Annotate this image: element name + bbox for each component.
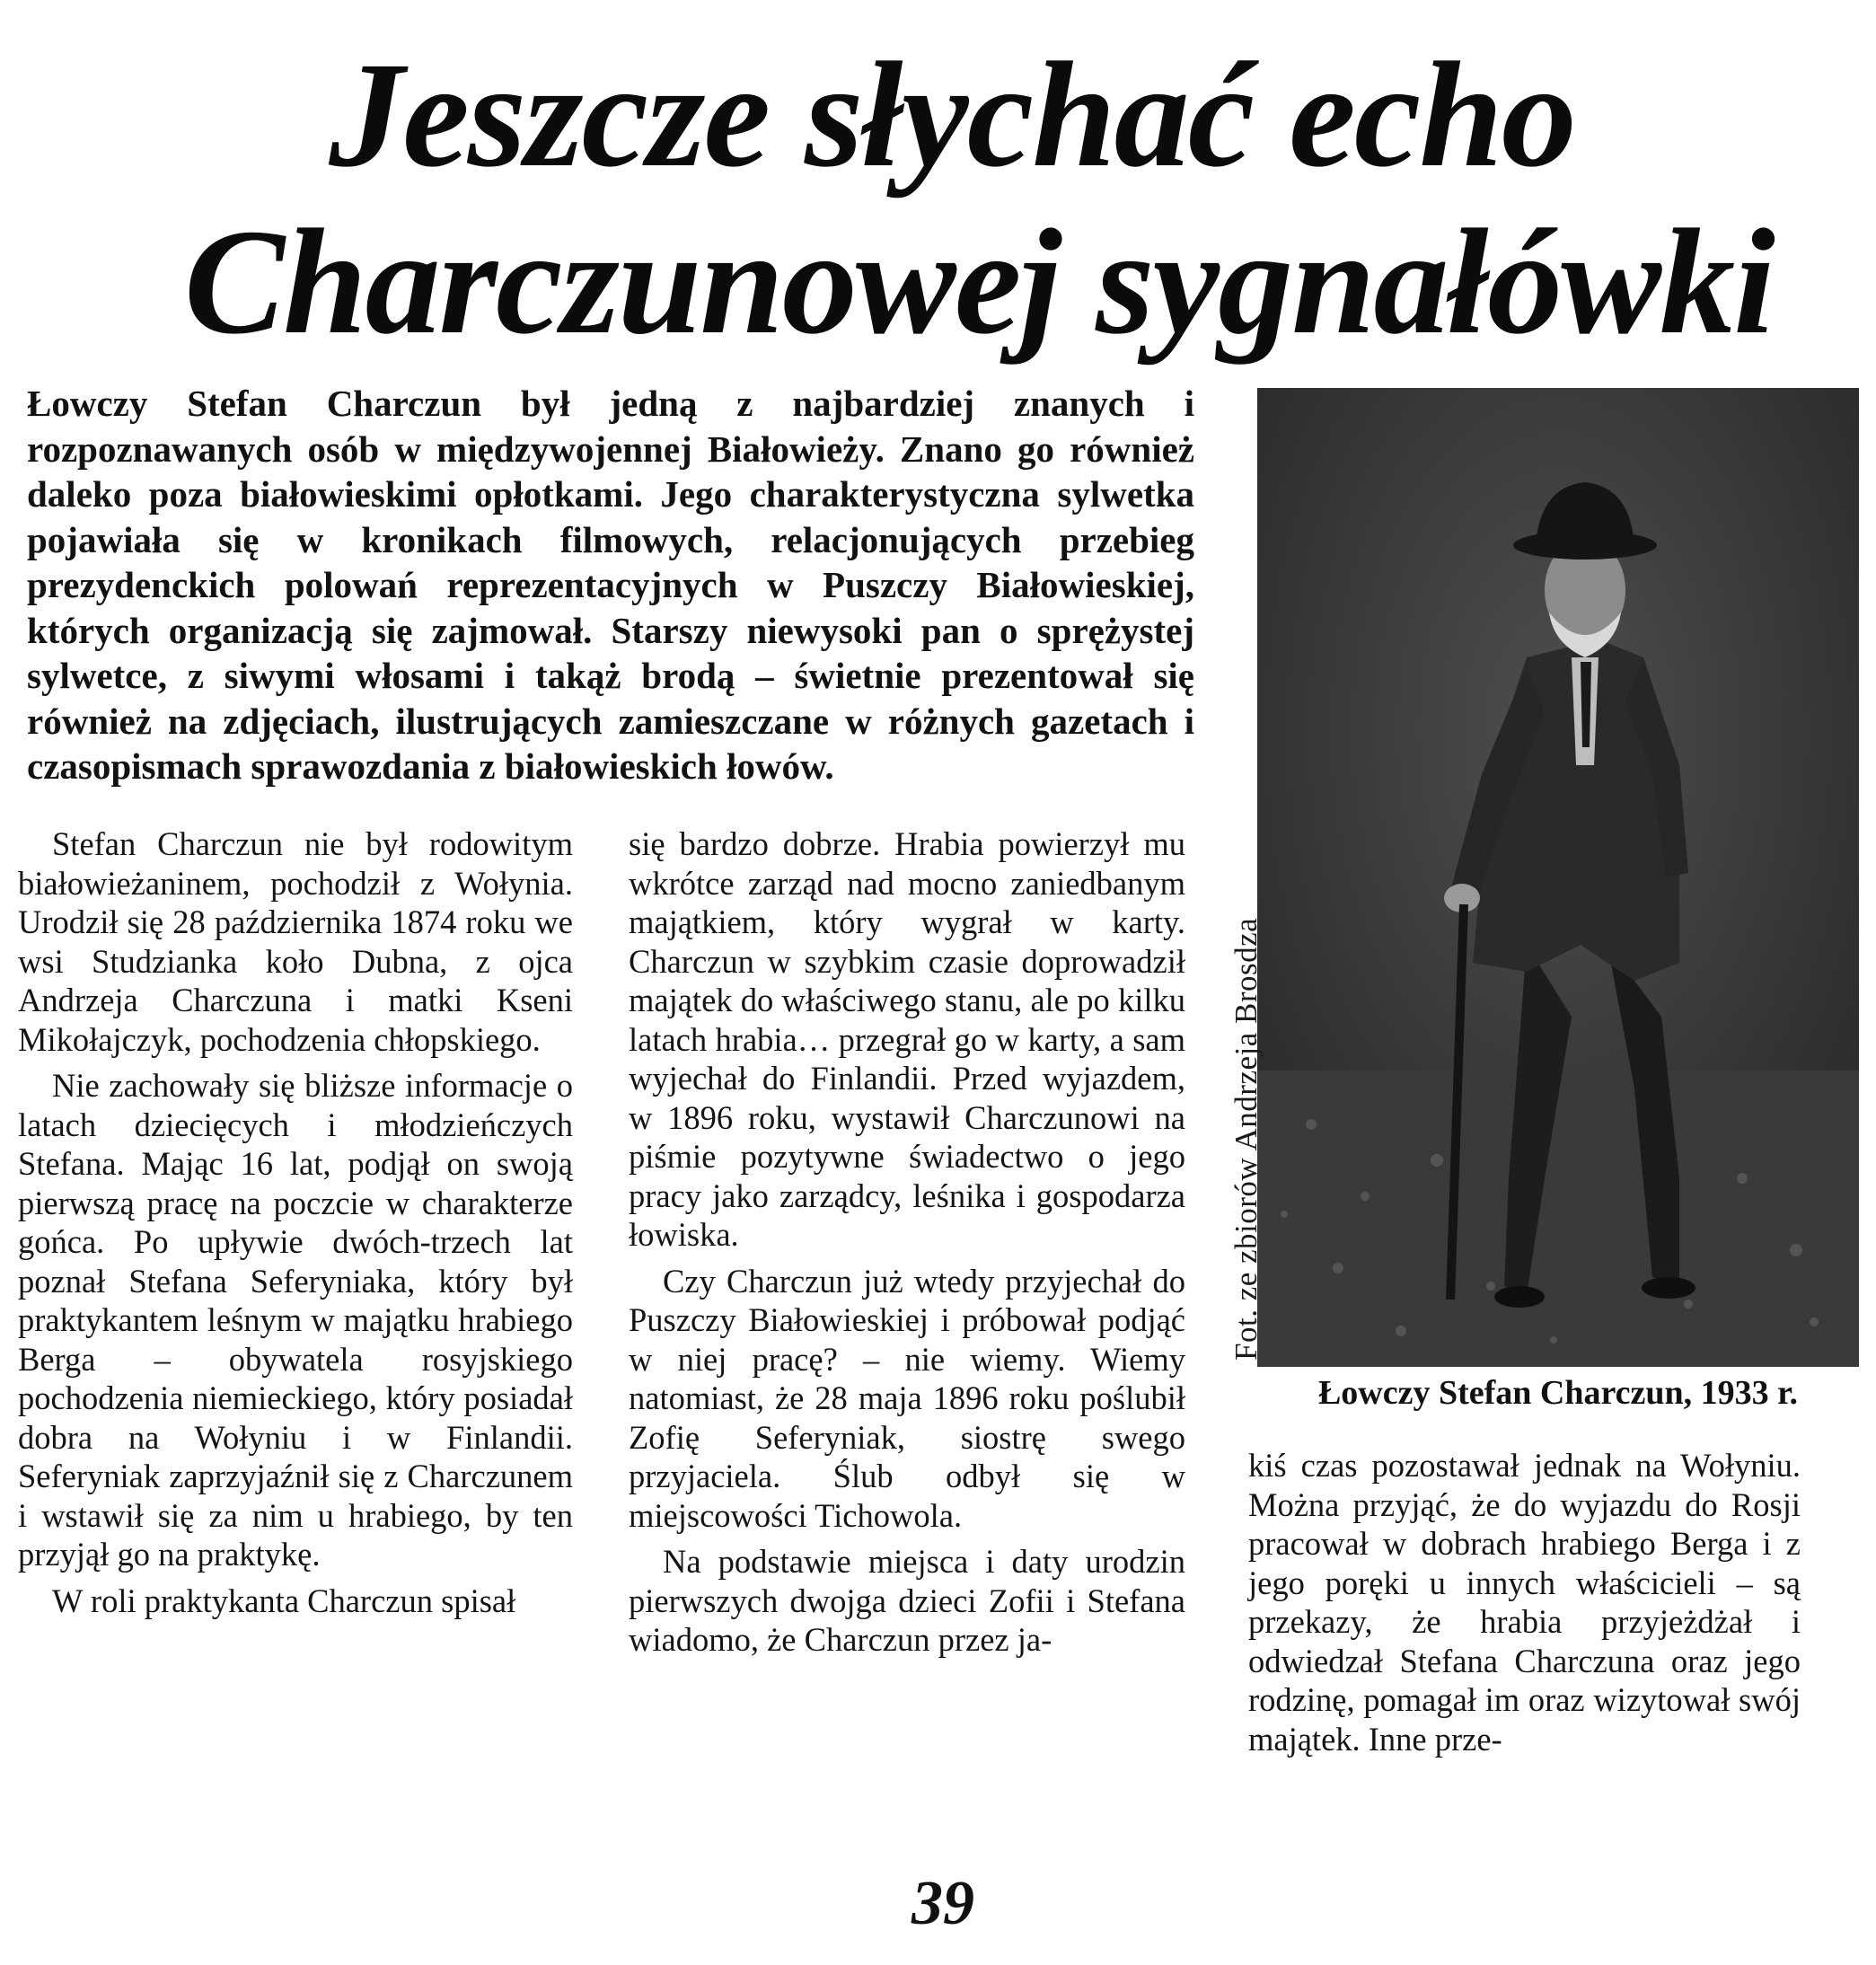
text-column-2 [629,824,1185,1667]
portrait-photo [1257,388,1859,1367]
article-title [72,31,1832,366]
title-line-2: Charczunowej sygnałówki [184,198,1774,366]
photo-credit: Fot. ze zbiorów Andrzeja Brosdza [1229,917,1264,1361]
paragraph: się bardzo dobrze. Hrabia powierzył mu wkrótce zarząd nad mocno zaniedbanym majątkiem, który wygrał w karty. Charczun w szybkim czasie doprowadził majątek do właściwego stanu, ale po kilku latach hrabia… przegrał go w karty, a sam wyjechał do Finlandii. Przed wyjazdem, w 1896 roku, wystawił Charczunowi na piśmie pozytywne świadectwo o jego pracy jako zarządcy, leśnika i gospodarza łowiska. [629,825,1185,1253]
paragraph: Nie zachowały się bliższe informacje o latach dziecięcych i młodzieńczych Stefana. Mając 16 lat, podjął on swoją pierwszą pracę na poczcie w charakterze gońca. Po upływie dwóch-trzech lat poznał Stefana Seferyniaka, który był praktykantem leśnym w majątku hrabiego Berga – obywatela rosyjskiego pochodzenia niemieckiego, który posiadał dobra na Wołyniu i w Finlandii. Seferyniak zaprzyjaźnił się z Charczunem i wstawił się za nim u hrabiego, by ten przyjął go na praktykę. [18,1067,573,1573]
title-line-1: Jeszcze słychać echo [329,31,1575,198]
portrait-illustration [1257,388,1859,1367]
text-column-3 [1248,1446,1801,1766]
paragraph: W roli praktykanta Charczun spisał [52,1582,516,1619]
article-lead: Łowczy Stefan Charczun był jedną z najbardziej znanych i rozpoznawanych osób w międzywojennej Białowieży. Znano go również daleko poza białowieskimi opłotkami. Jego charakterystyczna sylwetka pojawiała się w kronikach filmowych, relacjonujących przebieg prezydenckich polowań reprezentacyjnych w Puszczy Białowieskiej, których organizacją się zajmował. Starszy niewysoki pan o sprężystej sylwetce, z siwymi włosami i takąż brodą – świetnie prezentował się również na zdjęciach, ilustrujących zamieszczane w różnych gazetach i czasopismach sprawozdania z białowieskich łowów. [27,383,1194,787]
paragraph: Stefan Charczun nie był rodowitym białowieżaninem, pochodził z Wołynia. Urodził się 28 października 1874 roku we wsi Studzianka koło Dubna, z ojca Andrzeja Charczuna i matki Kseni Mikołajczyk, pochodzenia chłopskiego. [18,825,573,1058]
text-column-1 [18,824,573,1627]
paragraph: Czy Charczun już wtedy przyjechał do Puszczy Białowieskiej i próbował podjąć w niej pracę? – nie wiemy. Wiemy natomiast, że 28 maja 1896 roku poślubił Zofię Seferyniak, siostrę swego przyjaciela. Ślub odbył się w miejscowości Tichowola. [629,1262,1185,1534]
page-number: 39 [912,1869,974,1938]
photo-caption: Łowczy Stefan Charczun, 1933 r. [1317,1374,1799,1412]
paragraph: Na podstawie miejsca i daty urodzin pierwszych dwojga dzieci Zofii i Stefana wiadomo, że Charczun przez ja- [629,1543,1185,1658]
paragraph: kiś czas pozostawał jednak na Wołyniu. Można przyjąć, że do wyjazdu do Rosji pracował w dobrach hrabiego Berga i z jego poręki u innych właścicieli – są przekazy, że hrabia przyjeżdżał i odwiedzał Stefana Charczuna oraz jego rodzinę, pomagał im oraz wizytował swój majątek. Inne prze- [1248,1447,1801,1758]
